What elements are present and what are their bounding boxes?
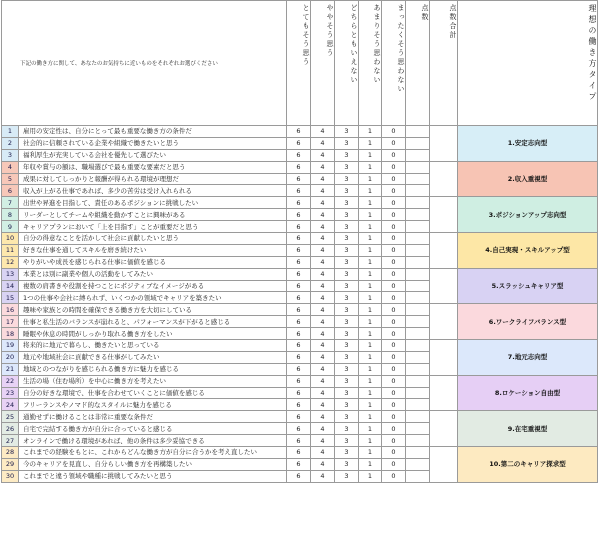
- score-neutral[interactable]: 3: [335, 399, 359, 411]
- instruction-text: 下記の働き方に関して、あなたのお気持ちに近いものをそれぞれお選びください: [2, 1, 287, 126]
- score-somewhat-agree[interactable]: 4: [311, 411, 335, 423]
- question-text: フリーランスやノマド的なスタイルに魅力を感じる: [19, 399, 287, 411]
- header-strongly-disagree: まったくそう思わない: [382, 1, 406, 126]
- score-somewhat-agree[interactable]: 4: [311, 197, 335, 209]
- score-strongly-agree[interactable]: 6: [287, 304, 311, 316]
- score-somewhat-disagree[interactable]: 1: [359, 340, 382, 352]
- question-text: 1つの仕事や会社に縛られず、いくつかの領域でキャリアを築きたい: [19, 292, 287, 304]
- points-cell[interactable]: [406, 244, 430, 256]
- score-strongly-agree[interactable]: 6: [287, 149, 311, 161]
- question-text: 本業とは別に副業や個人の活動をしてみたい: [19, 268, 287, 280]
- score-strongly-agree[interactable]: 6: [287, 411, 311, 423]
- score-somewhat-agree[interactable]: 4: [311, 458, 335, 470]
- table-row: [2, 375, 598, 387]
- question-number: 10: [2, 233, 19, 245]
- question-number: 14: [2, 280, 19, 292]
- total-cell[interactable]: [430, 340, 458, 376]
- points-cell[interactable]: [406, 233, 430, 245]
- score-strongly-agree[interactable]: 6: [287, 375, 311, 387]
- points-cell[interactable]: [406, 351, 430, 363]
- points-cell[interactable]: [406, 185, 430, 197]
- score-strongly-disagree[interactable]: 0: [382, 351, 406, 363]
- question-number: 24: [2, 399, 19, 411]
- score-neutral[interactable]: 3: [335, 197, 359, 209]
- score-strongly-agree[interactable]: 6: [287, 328, 311, 340]
- points-cell[interactable]: [406, 375, 430, 387]
- score-strongly-agree[interactable]: 6: [287, 399, 311, 411]
- score-strongly-agree[interactable]: 6: [287, 256, 311, 268]
- score-somewhat-disagree[interactable]: 1: [359, 399, 382, 411]
- score-neutral[interactable]: 3: [335, 244, 359, 256]
- score-strongly-agree[interactable]: 6: [287, 340, 311, 352]
- score-strongly-disagree[interactable]: 0: [382, 363, 406, 375]
- score-strongly-disagree[interactable]: 0: [382, 375, 406, 387]
- score-strongly-agree[interactable]: 6: [287, 435, 311, 447]
- score-neutral[interactable]: 3: [335, 304, 359, 316]
- question-text: 仕事と私生活のバランスが崩れると、パフォーマンスが下がると感じる: [19, 316, 287, 328]
- score-somewhat-agree[interactable]: 4: [311, 244, 335, 256]
- score-somewhat-disagree[interactable]: 1: [359, 280, 382, 292]
- question-text: 収入が上がる仕事であれば、多少の苦労は受け入れられる: [19, 185, 287, 197]
- score-somewhat-agree[interactable]: 4: [311, 280, 335, 292]
- score-somewhat-agree[interactable]: 4: [311, 149, 335, 161]
- question-text: 福利厚生が充実している会社を優先して選びたい: [19, 149, 287, 161]
- question-text: 地域とのつながりを感じられる働き方に魅力を感じる: [19, 363, 287, 375]
- score-neutral[interactable]: 3: [335, 209, 359, 221]
- score-neutral[interactable]: 3: [335, 328, 359, 340]
- score-strongly-agree[interactable]: 6: [287, 221, 311, 233]
- score-strongly-agree[interactable]: 6: [287, 268, 311, 280]
- type-label: 2.収入重視型: [458, 161, 598, 197]
- score-strongly-disagree[interactable]: 0: [382, 137, 406, 149]
- points-cell[interactable]: [406, 209, 430, 221]
- question-text: 雇用の安定性は、自分にとって最も重要な働き方の条件だ: [19, 126, 287, 138]
- score-neutral[interactable]: 3: [335, 447, 359, 459]
- score-somewhat-agree[interactable]: 4: [311, 209, 335, 221]
- score-somewhat-agree[interactable]: 4: [311, 447, 335, 459]
- question-number: 27: [2, 435, 19, 447]
- points-cell[interactable]: [406, 221, 430, 233]
- score-strongly-agree[interactable]: 6: [287, 351, 311, 363]
- score-strongly-agree[interactable]: 6: [287, 137, 311, 149]
- score-somewhat-disagree[interactable]: 1: [359, 375, 382, 387]
- points-cell[interactable]: [406, 126, 430, 138]
- score-strongly-disagree[interactable]: 0: [382, 458, 406, 470]
- score-strongly-agree[interactable]: 6: [287, 447, 311, 459]
- total-cell[interactable]: [430, 375, 458, 411]
- score-somewhat-disagree[interactable]: 1: [359, 185, 382, 197]
- question-text: 成果に対してしっかりと報酬が得られる環境が理想だ: [19, 173, 287, 185]
- header-neutral: どちらともいえない: [335, 1, 359, 126]
- score-strongly-agree[interactable]: 6: [287, 387, 311, 399]
- score-neutral[interactable]: 3: [335, 458, 359, 470]
- score-strongly-disagree[interactable]: 0: [382, 161, 406, 173]
- score-somewhat-disagree[interactable]: 1: [359, 137, 382, 149]
- score-somewhat-disagree[interactable]: 1: [359, 161, 382, 173]
- score-somewhat-agree[interactable]: 4: [311, 387, 335, 399]
- question-number: 21: [2, 363, 19, 375]
- points-cell[interactable]: [406, 292, 430, 304]
- score-strongly-agree[interactable]: 6: [287, 244, 311, 256]
- points-cell[interactable]: [406, 423, 430, 435]
- question-text: 自分の好きな環境で、仕事を合わせていくことに価値を感じる: [19, 387, 287, 399]
- score-strongly-disagree[interactable]: 0: [382, 304, 406, 316]
- points-cell[interactable]: [406, 435, 430, 447]
- score-somewhat-disagree[interactable]: 1: [359, 244, 382, 256]
- score-somewhat-agree[interactable]: 4: [311, 137, 335, 149]
- points-cell[interactable]: [406, 411, 430, 423]
- score-strongly-agree[interactable]: 6: [287, 126, 311, 138]
- score-somewhat-disagree[interactable]: 1: [359, 149, 382, 161]
- question-text: 出世や昇進を目指して、責任のあるポジションに挑戦したい: [19, 197, 287, 209]
- score-strongly-disagree[interactable]: 0: [382, 435, 406, 447]
- score-strongly-disagree[interactable]: 0: [382, 256, 406, 268]
- question-number: 26: [2, 423, 19, 435]
- score-strongly-disagree[interactable]: 0: [382, 340, 406, 352]
- question-number: 28: [2, 447, 19, 459]
- score-strongly-agree[interactable]: 6: [287, 173, 311, 185]
- question-number: 20: [2, 351, 19, 363]
- score-strongly-disagree[interactable]: 0: [382, 399, 406, 411]
- score-somewhat-agree[interactable]: 4: [311, 351, 335, 363]
- score-somewhat-disagree[interactable]: 1: [359, 447, 382, 459]
- score-somewhat-disagree[interactable]: 1: [359, 387, 382, 399]
- score-somewhat-agree[interactable]: 4: [311, 423, 335, 435]
- type-label: 7.地元志向型: [458, 340, 598, 376]
- question-number: 22: [2, 375, 19, 387]
- question-number: 29: [2, 458, 19, 470]
- header-row: [2, 1, 598, 126]
- question-number: 25: [2, 411, 19, 423]
- score-strongly-agree[interactable]: 6: [287, 316, 311, 328]
- score-somewhat-agree[interactable]: 4: [311, 185, 335, 197]
- question-number: 1: [2, 126, 19, 138]
- points-cell[interactable]: [406, 458, 430, 470]
- points-cell[interactable]: [406, 149, 430, 161]
- points-cell[interactable]: [406, 340, 430, 352]
- header-strongly-agree: とてもそう思う: [287, 1, 311, 126]
- points-cell[interactable]: [406, 447, 430, 459]
- table-row: [2, 126, 598, 138]
- question-number: 6: [2, 185, 19, 197]
- question-number: 7: [2, 197, 19, 209]
- score-somewhat-disagree[interactable]: 1: [359, 233, 382, 245]
- total-cell[interactable]: [430, 126, 458, 162]
- score-strongly-disagree[interactable]: 0: [382, 197, 406, 209]
- score-somewhat-disagree[interactable]: 1: [359, 292, 382, 304]
- table-row: [2, 233, 598, 245]
- score-strongly-disagree[interactable]: 0: [382, 209, 406, 221]
- points-cell[interactable]: [406, 280, 430, 292]
- points-cell[interactable]: [406, 399, 430, 411]
- table-row: [2, 304, 598, 316]
- total-cell[interactable]: [430, 233, 458, 269]
- score-somewhat-agree[interactable]: 4: [311, 435, 335, 447]
- score-neutral[interactable]: 3: [335, 470, 359, 482]
- type-label: 8.ロケーション自由型: [458, 375, 598, 411]
- score-somewhat-agree[interactable]: 4: [311, 340, 335, 352]
- score-neutral[interactable]: 3: [335, 126, 359, 138]
- points-cell[interactable]: [406, 137, 430, 149]
- score-somewhat-disagree[interactable]: 1: [359, 256, 382, 268]
- score-strongly-disagree[interactable]: 0: [382, 470, 406, 482]
- score-somewhat-disagree[interactable]: 1: [359, 351, 382, 363]
- question-number: 5: [2, 173, 19, 185]
- score-strongly-disagree[interactable]: 0: [382, 244, 406, 256]
- points-cell[interactable]: [406, 387, 430, 399]
- score-neutral[interactable]: 3: [335, 268, 359, 280]
- question-text: 通勤せずに働けることは非常に重要な条件だ: [19, 411, 287, 423]
- score-somewhat-disagree[interactable]: 1: [359, 126, 382, 138]
- type-label: 1.安定志向型: [458, 126, 598, 162]
- points-cell[interactable]: [406, 304, 430, 316]
- question-text: リーダーとしてチームや組織を動かすことに興味がある: [19, 209, 287, 221]
- points-cell[interactable]: [406, 316, 430, 328]
- question-text: キャリアプランにおいて「上を目指す」ことが重要だと思う: [19, 221, 287, 233]
- score-somewhat-agree[interactable]: 4: [311, 304, 335, 316]
- question-number: 8: [2, 209, 19, 221]
- score-strongly-agree[interactable]: 6: [287, 423, 311, 435]
- score-strongly-disagree[interactable]: 0: [382, 221, 406, 233]
- score-somewhat-disagree[interactable]: 1: [359, 268, 382, 280]
- score-somewhat-agree[interactable]: 4: [311, 256, 335, 268]
- score-neutral[interactable]: 3: [335, 411, 359, 423]
- question-number: 16: [2, 304, 19, 316]
- survey-table: [1, 0, 598, 483]
- score-strongly-agree[interactable]: 6: [287, 233, 311, 245]
- total-cell[interactable]: [430, 304, 458, 340]
- header-total: 点数合計: [430, 1, 458, 126]
- score-somewhat-agree[interactable]: 4: [311, 233, 335, 245]
- score-somewhat-disagree[interactable]: 1: [359, 316, 382, 328]
- score-neutral[interactable]: 3: [335, 375, 359, 387]
- score-somewhat-agree[interactable]: 4: [311, 221, 335, 233]
- question-number: 12: [2, 256, 19, 268]
- table-row: [2, 340, 598, 352]
- table-row: [2, 268, 598, 280]
- header-somewhat-agree: ややそう思う: [311, 1, 335, 126]
- question-rows: [2, 126, 598, 483]
- score-somewhat-agree[interactable]: 4: [311, 126, 335, 138]
- score-somewhat-disagree[interactable]: 1: [359, 197, 382, 209]
- score-strongly-agree[interactable]: 6: [287, 280, 311, 292]
- score-somewhat-agree[interactable]: 4: [311, 173, 335, 185]
- question-text: 年収や賞与の額は、職場選びで最も重要な要素だと思う: [19, 161, 287, 173]
- question-text: 地元や地域社会に貢献できる仕事がしてみたい: [19, 351, 287, 363]
- table-row: [2, 197, 598, 209]
- question-number: 15: [2, 292, 19, 304]
- score-somewhat-disagree[interactable]: 1: [359, 221, 382, 233]
- score-somewhat-agree[interactable]: 4: [311, 268, 335, 280]
- score-strongly-agree[interactable]: 6: [287, 161, 311, 173]
- score-strongly-disagree[interactable]: 0: [382, 149, 406, 161]
- question-text: やりがいや成長を感じられる仕事に価値を感じる: [19, 256, 287, 268]
- score-strongly-agree[interactable]: 6: [287, 363, 311, 375]
- question-text: 好きな仕事を通してスキルを磨き続けたい: [19, 244, 287, 256]
- type-label: 6.ワークライフバランス型: [458, 304, 598, 340]
- total-cell[interactable]: [430, 268, 458, 304]
- question-text: 自宅で完結する働き方が自分に合っていると感じる: [19, 423, 287, 435]
- question-number: 17: [2, 316, 19, 328]
- question-text: 生活の場（住む場所）を中心に働き方を考えたい: [19, 375, 287, 387]
- type-label: 3.ポジションアップ志向型: [458, 197, 598, 233]
- score-strongly-agree[interactable]: 6: [287, 470, 311, 482]
- score-strongly-disagree[interactable]: 0: [382, 423, 406, 435]
- total-cell[interactable]: [430, 197, 458, 233]
- score-neutral[interactable]: 3: [335, 137, 359, 149]
- question-number: 4: [2, 161, 19, 173]
- score-strongly-agree[interactable]: 6: [287, 185, 311, 197]
- question-number: 30: [2, 470, 19, 482]
- score-strongly-disagree[interactable]: 0: [382, 280, 406, 292]
- points-cell[interactable]: [406, 197, 430, 209]
- question-text: 睡眠や休息の時間がしっかり取れる働き方をしたい: [19, 328, 287, 340]
- question-text: これまでと違う領域や職種に挑戦してみたいと思う: [19, 470, 287, 482]
- question-text: 社会的に信頼されている企業や組織で働きたいと思う: [19, 137, 287, 149]
- score-somewhat-disagree[interactable]: 1: [359, 411, 382, 423]
- score-neutral[interactable]: 3: [335, 221, 359, 233]
- question-text: オンラインで働ける環境があれば、他の条件は多少妥協できる: [19, 435, 287, 447]
- score-somewhat-agree[interactable]: 4: [311, 328, 335, 340]
- score-neutral[interactable]: 3: [335, 280, 359, 292]
- question-text: 今のキャリアを見直し、自分らしい働き方を再構築したい: [19, 458, 287, 470]
- question-number: 19: [2, 340, 19, 352]
- points-cell[interactable]: [406, 256, 430, 268]
- score-strongly-disagree[interactable]: 0: [382, 328, 406, 340]
- header-points: 点数: [406, 1, 430, 126]
- score-strongly-agree[interactable]: 6: [287, 197, 311, 209]
- score-somewhat-agree[interactable]: 4: [311, 292, 335, 304]
- score-strongly-disagree[interactable]: 0: [382, 292, 406, 304]
- score-somewhat-agree[interactable]: 4: [311, 470, 335, 482]
- total-cell[interactable]: [430, 161, 458, 197]
- total-cell[interactable]: [430, 447, 458, 483]
- score-somewhat-agree[interactable]: 4: [311, 375, 335, 387]
- score-neutral[interactable]: 3: [335, 173, 359, 185]
- score-somewhat-disagree[interactable]: 1: [359, 423, 382, 435]
- score-neutral[interactable]: 3: [335, 185, 359, 197]
- type-label: 5.スラッシュキャリア型: [458, 268, 598, 304]
- score-neutral[interactable]: 3: [335, 292, 359, 304]
- score-strongly-agree[interactable]: 6: [287, 292, 311, 304]
- score-somewhat-disagree[interactable]: 1: [359, 173, 382, 185]
- score-somewhat-disagree[interactable]: 1: [359, 458, 382, 470]
- score-strongly-disagree[interactable]: 0: [382, 387, 406, 399]
- score-strongly-disagree[interactable]: 0: [382, 316, 406, 328]
- score-somewhat-agree[interactable]: 4: [311, 161, 335, 173]
- type-label: 10.第二のキャリア探求型: [458, 447, 598, 483]
- points-cell[interactable]: [406, 470, 430, 482]
- score-strongly-agree[interactable]: 6: [287, 458, 311, 470]
- points-cell[interactable]: [406, 173, 430, 185]
- score-neutral[interactable]: 3: [335, 161, 359, 173]
- points-cell[interactable]: [406, 328, 430, 340]
- score-somewhat-agree[interactable]: 4: [311, 363, 335, 375]
- score-neutral[interactable]: 3: [335, 435, 359, 447]
- type-label: 4.自己実現・スキルアップ型: [458, 233, 598, 269]
- score-somewhat-disagree[interactable]: 1: [359, 328, 382, 340]
- question-number: 23: [2, 387, 19, 399]
- score-neutral[interactable]: 3: [335, 316, 359, 328]
- score-strongly-disagree[interactable]: 0: [382, 447, 406, 459]
- score-somewhat-agree[interactable]: 4: [311, 316, 335, 328]
- score-strongly-disagree[interactable]: 0: [382, 173, 406, 185]
- question-text: 自分の得意なことを活かして社会に貢献したいと思う: [19, 233, 287, 245]
- score-strongly-disagree[interactable]: 0: [382, 126, 406, 138]
- question-text: 複数の肩書きや役割を持つことにポジティブなイメージがある: [19, 280, 287, 292]
- points-cell[interactable]: [406, 363, 430, 375]
- score-neutral[interactable]: 3: [335, 351, 359, 363]
- score-neutral[interactable]: 3: [335, 363, 359, 375]
- header-type: 理想の働き方タイプ: [458, 1, 598, 126]
- type-label: 9.在宅重視型: [458, 411, 598, 447]
- question-text: 趣味や家族との時間を確保できる働き方を大切にしている: [19, 304, 287, 316]
- table-row: [2, 447, 598, 459]
- table-row: [2, 161, 598, 173]
- question-number: 3: [2, 149, 19, 161]
- points-cell[interactable]: [406, 161, 430, 173]
- score-somewhat-disagree[interactable]: 1: [359, 363, 382, 375]
- score-neutral[interactable]: 3: [335, 256, 359, 268]
- score-neutral[interactable]: 3: [335, 149, 359, 161]
- question-number: 2: [2, 137, 19, 149]
- points-cell[interactable]: [406, 268, 430, 280]
- score-somewhat-disagree[interactable]: 1: [359, 304, 382, 316]
- score-strongly-agree[interactable]: 6: [287, 209, 311, 221]
- question-text: これまでの経験をもとに、これからどんな働き方が自分に合うかを考え直したい: [19, 447, 287, 459]
- score-strongly-disagree[interactable]: 0: [382, 411, 406, 423]
- score-somewhat-agree[interactable]: 4: [311, 399, 335, 411]
- question-number: 9: [2, 221, 19, 233]
- header-somewhat-disagree: あまりそう思わない: [359, 1, 382, 126]
- score-neutral[interactable]: 3: [335, 233, 359, 245]
- score-somewhat-disagree[interactable]: 1: [359, 470, 382, 482]
- score-strongly-disagree[interactable]: 0: [382, 268, 406, 280]
- question-text: 将来的に地元で暮らし、働きたいと思っている: [19, 340, 287, 352]
- total-cell[interactable]: [430, 411, 458, 447]
- question-number: 11: [2, 244, 19, 256]
- score-strongly-disagree[interactable]: 0: [382, 185, 406, 197]
- question-number: 18: [2, 328, 19, 340]
- score-neutral[interactable]: 3: [335, 423, 359, 435]
- score-somewhat-disagree[interactable]: 1: [359, 435, 382, 447]
- question-number: 13: [2, 268, 19, 280]
- table-row: [2, 411, 598, 423]
- score-neutral[interactable]: 3: [335, 387, 359, 399]
- score-somewhat-disagree[interactable]: 1: [359, 209, 382, 221]
- score-neutral[interactable]: 3: [335, 340, 359, 352]
- score-strongly-disagree[interactable]: 0: [382, 233, 406, 245]
